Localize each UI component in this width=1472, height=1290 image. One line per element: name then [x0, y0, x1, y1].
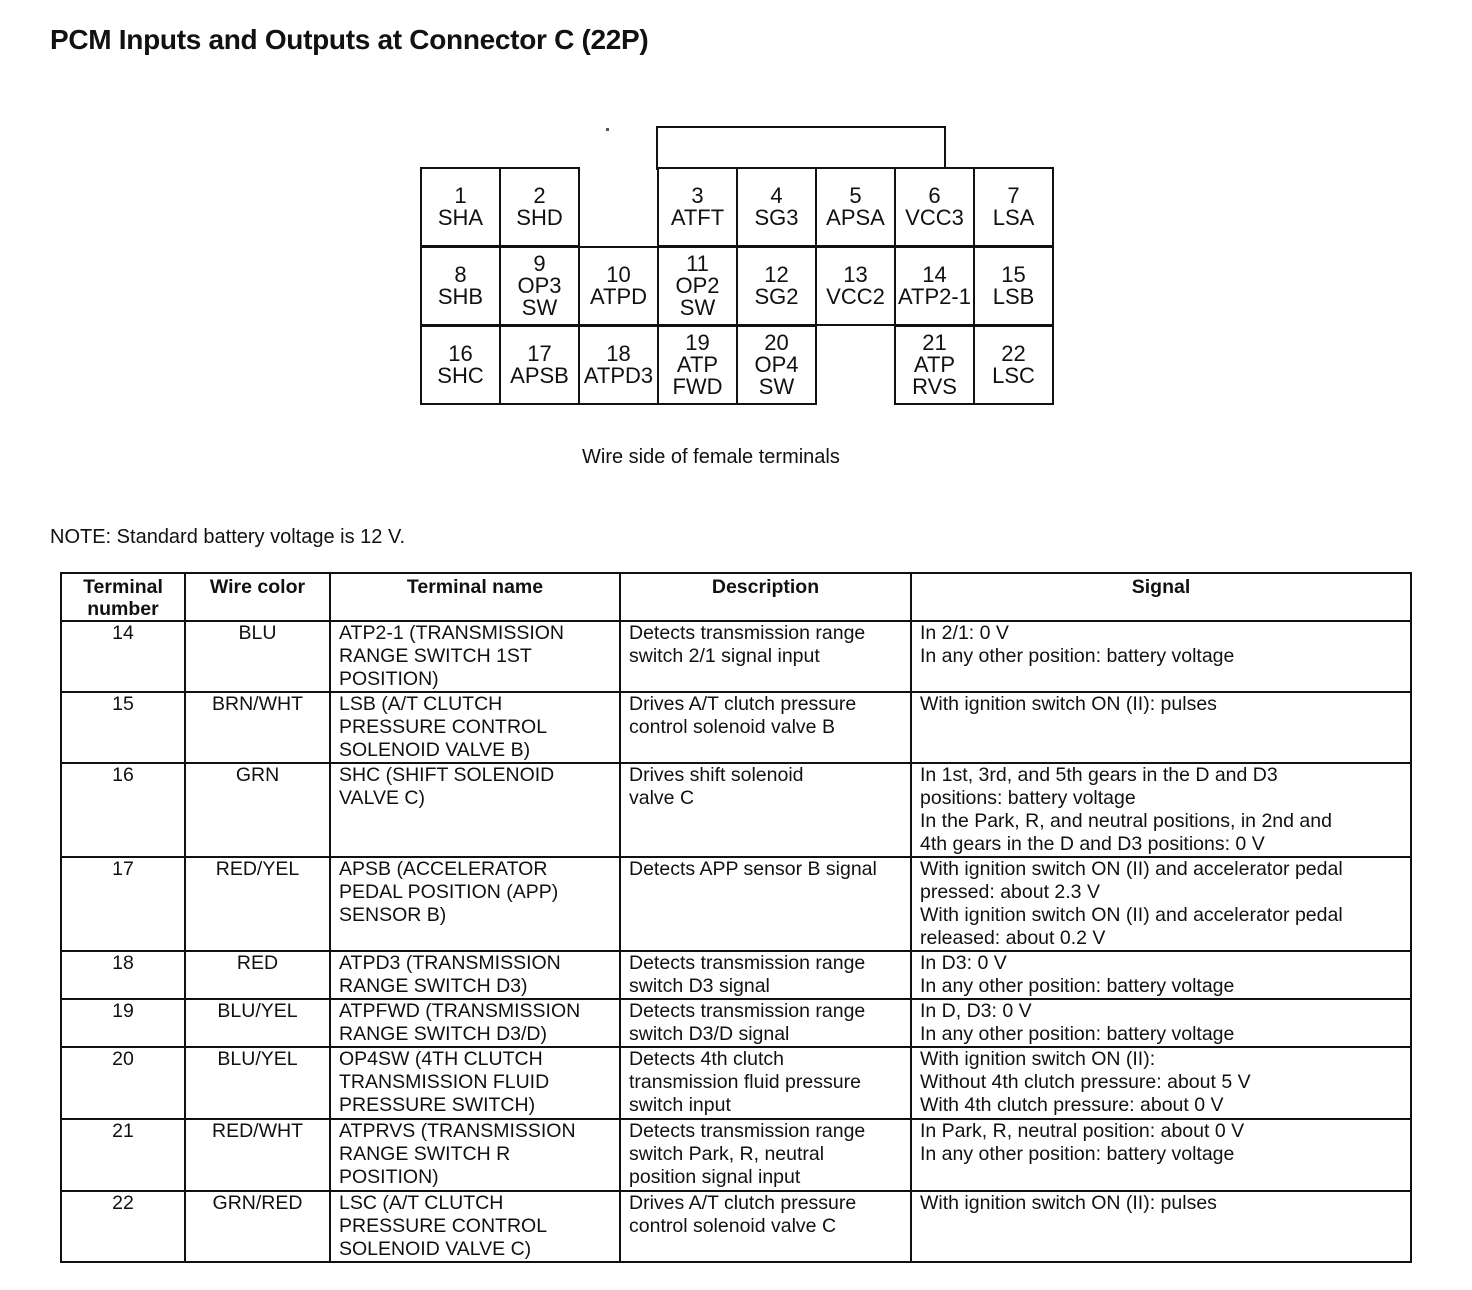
terminal-cell-5: [815, 167, 896, 247]
name-line: TRANSMISSION FLUID: [339, 1071, 550, 1093]
name-line: RANGE SWITCH D3): [339, 975, 528, 997]
cell-signal: [911, 1047, 1411, 1119]
terminal-label: SHC: [437, 363, 484, 388]
signal-line: With ignition switch ON (II): pulses: [920, 1192, 1217, 1214]
terminal-cell-12: [736, 246, 817, 326]
terminal-number: 9: [533, 251, 546, 276]
desc-line: Detects transmission range: [629, 622, 866, 644]
signal-line: With ignition switch ON (II) and accelerator pedal: [920, 858, 1343, 880]
signal-line: With 4th clutch pressure: about 0 V: [920, 1094, 1224, 1116]
cell-signal: [911, 763, 1411, 857]
header-signal: Signal: [911, 573, 1411, 621]
page-title: PCM Inputs and Outputs at Connector C (22P): [50, 24, 649, 55]
terminal-number: 12: [764, 262, 789, 287]
terminal-label: OP2 SW: [675, 273, 720, 320]
terminal-number: 15: [1001, 262, 1026, 287]
cell-num: 20: [61, 1047, 185, 1119]
desc-line: control solenoid valve C: [629, 1215, 837, 1237]
terminal-cell-18: [578, 325, 659, 405]
cell-num: 17: [61, 857, 185, 951]
signal-line: With ignition switch ON (II):: [920, 1048, 1156, 1070]
terminal-label: SG3: [754, 205, 799, 230]
name-line: RANGE SWITCH R: [339, 1143, 511, 1165]
signal-line: 4th gears in the D and D3 positions: 0 V: [920, 833, 1265, 855]
desc-line: Detects transmission range: [629, 1120, 866, 1142]
signal-line: In any other position: battery voltage: [920, 975, 1235, 997]
terminal-cell-13: [815, 246, 896, 326]
cell-num: 18: [61, 951, 185, 999]
terminal-number: 16: [448, 341, 473, 366]
terminal-label: APSB: [510, 363, 569, 388]
terminal-label: ATPD3: [583, 363, 654, 388]
cell-num: 16: [61, 763, 185, 857]
terminal-number: 11: [686, 251, 709, 276]
name-line: PRESSURE CONTROL: [339, 716, 548, 738]
signal-line: released: about 0.2 V: [920, 927, 1106, 949]
signal-line: With ignition switch ON (II) and accelerator pedal: [920, 904, 1343, 926]
signal-line: positions: battery voltage: [920, 787, 1136, 809]
cell-signal: [911, 857, 1411, 951]
terminal-cell-19: [657, 325, 738, 405]
table-row: [61, 1119, 1411, 1191]
terminal-cell-7: [973, 167, 1054, 247]
table-row: [61, 692, 1411, 763]
desc-line: Detects 4th clutch: [629, 1048, 784, 1070]
signal-line: In any other position: battery voltage: [920, 1143, 1235, 1165]
cell-name: [330, 763, 620, 857]
cell-signal: [911, 999, 1411, 1047]
name-line: VALVE C): [339, 787, 425, 809]
table-row: [61, 999, 1411, 1047]
terminal-label: SG2: [754, 284, 799, 309]
name-line: ATPD3 (TRANSMISSION: [339, 952, 561, 974]
terminal-cell-16: [420, 325, 501, 405]
terminal-number: 7: [1007, 183, 1020, 208]
signal-line: In 2/1: 0 V: [920, 622, 1009, 644]
desc-line: switch 2/1 signal input: [629, 645, 820, 667]
cell-desc: [620, 1119, 911, 1191]
terminal-label: VCC3: [905, 205, 964, 230]
terminal-number: 18: [606, 341, 631, 366]
desc-line: switch input: [629, 1094, 731, 1116]
cell-name: [330, 857, 620, 951]
battery-note: NOTE: Standard battery voltage is 12 V.: [50, 526, 406, 548]
terminal-number: 8: [454, 262, 467, 287]
name-line: PRESSURE SWITCH): [339, 1094, 536, 1116]
desc-line: control solenoid valve B: [629, 716, 835, 738]
name-line: SHC (SHIFT SOLENOID: [339, 764, 555, 786]
terminal-label: LSB: [992, 284, 1035, 309]
terminal-number: 6: [928, 183, 941, 208]
signal-line: In any other position: battery voltage: [920, 645, 1235, 667]
cell-num: 21: [61, 1119, 185, 1191]
desc-line: Detects transmission range: [629, 1000, 866, 1022]
cell-name: [330, 692, 620, 763]
terminal-cell-15: [973, 246, 1054, 326]
cell-desc: [620, 857, 911, 951]
cell-num: 22: [61, 1191, 185, 1262]
terminal-label: LSC: [992, 363, 1035, 388]
terminal-number: 2: [533, 183, 546, 208]
name-line: ATPFWD (TRANSMISSION: [339, 1000, 581, 1022]
desc-line: switch D3/D signal: [629, 1023, 790, 1045]
terminal-cell-22: [973, 325, 1054, 405]
terminal-cell-14: [894, 246, 975, 326]
cell-name: [330, 1047, 620, 1119]
header-terminal-name: Terminal name: [330, 573, 620, 621]
cell-num: 19: [61, 999, 185, 1047]
name-line: APSB (ACCELERATOR: [339, 858, 548, 880]
cell-wire: BRN/WHT: [185, 692, 330, 763]
cell-signal: [911, 621, 1411, 692]
terminal-number: 19: [685, 330, 710, 355]
cell-desc: [620, 692, 911, 763]
terminal-label: APSA: [826, 205, 885, 230]
cell-name: [330, 1119, 620, 1191]
cell-wire: GRN/RED: [185, 1191, 330, 1262]
signal-line: pressed: about 2.3 V: [920, 881, 1100, 903]
cell-wire: RED/WHT: [185, 1119, 330, 1191]
signal-table: [60, 572, 1412, 1263]
terminal-cell-8: [420, 246, 501, 326]
terminal-cell-10: [578, 246, 659, 326]
terminal-number: 20: [764, 330, 789, 355]
speck: [606, 128, 609, 131]
desc-line: switch Park, R, neutral: [629, 1143, 825, 1165]
header-terminal-line1: Terminal: [83, 576, 163, 598]
terminal-cell-17: [499, 325, 580, 405]
cell-wire: BLU/YEL: [185, 999, 330, 1047]
terminal-label: LSA: [992, 205, 1035, 230]
name-line: RANGE SWITCH 1ST: [339, 645, 532, 667]
cell-signal: [911, 1191, 1411, 1262]
desc-line: Detects transmission range: [629, 952, 866, 974]
terminal-label: ATP RVS: [912, 352, 957, 399]
cell-name: [330, 621, 620, 692]
cell-name: [330, 951, 620, 999]
cell-wire: BLU/YEL: [185, 1047, 330, 1119]
cell-desc: [620, 951, 911, 999]
terminal-label: OP4 SW: [754, 352, 799, 399]
cell-desc: [620, 1047, 911, 1119]
cell-desc: [620, 1191, 911, 1262]
cell-num: 14: [61, 621, 185, 692]
terminal-cell-4: [736, 167, 817, 247]
terminal-cell-2: [499, 167, 580, 247]
connector-caption: Wire side of female terminals: [582, 446, 840, 468]
terminal-number: 4: [770, 183, 783, 208]
name-line: ATPRVS (TRANSMISSION: [339, 1120, 576, 1142]
cell-signal: [911, 951, 1411, 999]
name-line: SOLENOID VALVE B): [339, 739, 531, 761]
desc-line: transmission fluid pressure: [629, 1071, 861, 1093]
terminal-number: 10: [606, 262, 631, 287]
header-description: Description: [620, 573, 911, 621]
terminal-number: 14: [922, 262, 947, 287]
cell-name: [330, 1191, 620, 1262]
table-header-row: [61, 573, 1411, 621]
name-line: PEDAL POSITION (APP): [339, 881, 559, 903]
table-row: [61, 1191, 1411, 1262]
desc-line: valve C: [629, 787, 695, 809]
desc-line: position signal input: [629, 1166, 801, 1188]
desc-line: switch D3 signal: [629, 975, 770, 997]
cell-name: [330, 999, 620, 1047]
header-wire-color: Wire color: [185, 573, 330, 621]
terminal-label: ATP FWD: [672, 352, 723, 399]
terminal-number: 1: [454, 183, 467, 208]
table-row: [61, 1047, 1411, 1119]
desc-line: Drives A/T clutch pressure: [629, 693, 857, 715]
terminal-label: VCC2: [826, 284, 885, 309]
name-line: PRESSURE CONTROL: [339, 1215, 548, 1237]
terminal-cell-20: [736, 325, 817, 405]
signal-line: In 1st, 3rd, and 5th gears in the D and D3: [920, 764, 1278, 786]
terminal-number: 21: [922, 330, 947, 355]
terminal-number: 17: [527, 341, 552, 366]
terminal-cell-9: [499, 246, 580, 326]
terminal-label: SHB: [437, 284, 484, 309]
cell-num: 15: [61, 692, 185, 763]
cell-wire: BLU: [185, 621, 330, 692]
name-line: ATP2-1 (TRANSMISSION: [339, 622, 565, 644]
signal-line: In D3: 0 V: [920, 952, 1007, 974]
name-line: POSITION): [339, 668, 439, 690]
terminal-number: 13: [843, 262, 868, 287]
desc-line: Drives shift solenoid: [629, 764, 804, 786]
cell-wire: RED: [185, 951, 330, 999]
name-line: OP4SW (4TH CLUTCH: [339, 1048, 543, 1070]
name-line: POSITION): [339, 1166, 439, 1188]
terminal-label: ATFT: [670, 205, 725, 230]
cell-desc: [620, 999, 911, 1047]
name-line: LSC (A/T CLUTCH: [339, 1192, 504, 1214]
table-row: [61, 763, 1411, 857]
terminal-label: ATPD: [589, 284, 648, 309]
table-row: [61, 857, 1411, 951]
header-terminal-number: [61, 573, 185, 621]
desc-line: Detects APP sensor B signal: [629, 858, 877, 880]
terminal-label: OP3 SW: [517, 273, 562, 320]
terminal-label: ATP2-1: [898, 284, 971, 309]
terminal-cell-21: [894, 325, 975, 405]
table-row: [61, 621, 1411, 692]
desc-line: Drives A/T clutch pressure: [629, 1192, 857, 1214]
name-line: RANGE SWITCH D3/D): [339, 1023, 548, 1045]
cell-signal: [911, 692, 1411, 763]
cell-desc: [620, 763, 911, 857]
signal-line: In Park, R, neutral position: about 0 V: [920, 1120, 1245, 1142]
terminal-number: 5: [849, 183, 862, 208]
header-terminal-line2: number: [87, 598, 159, 620]
terminal-number: 3: [691, 183, 704, 208]
cell-desc: [620, 621, 911, 692]
cell-wire: RED/YEL: [185, 857, 330, 951]
name-line: SENSOR B): [339, 904, 447, 926]
connector-diagram: [0, 0, 1472, 520]
terminal-number: 22: [1001, 341, 1026, 366]
signal-line: With ignition switch ON (II): pulses: [920, 693, 1217, 715]
cell-wire: GRN: [185, 763, 330, 857]
signal-line: Without 4th clutch pressure: about 5 V: [920, 1071, 1251, 1093]
terminal-cell-1: [420, 167, 501, 247]
terminal-cell-3: [657, 167, 738, 247]
signal-line: In any other position: battery voltage: [920, 1023, 1235, 1045]
terminal-label: SHA: [437, 205, 484, 230]
terminal-cell-11: [657, 246, 738, 326]
cell-signal: [911, 1119, 1411, 1191]
terminal-cell-6: [894, 167, 975, 247]
table-row: [61, 951, 1411, 999]
name-line: SOLENOID VALVE C): [339, 1238, 532, 1260]
name-line: LSB (A/T CLUTCH: [339, 693, 503, 715]
terminal-label: SHD: [516, 205, 563, 230]
signal-line: In the Park, R, and neutral positions, in 2nd and: [920, 810, 1332, 832]
signal-line: In D, D3: 0 V: [920, 1000, 1032, 1022]
